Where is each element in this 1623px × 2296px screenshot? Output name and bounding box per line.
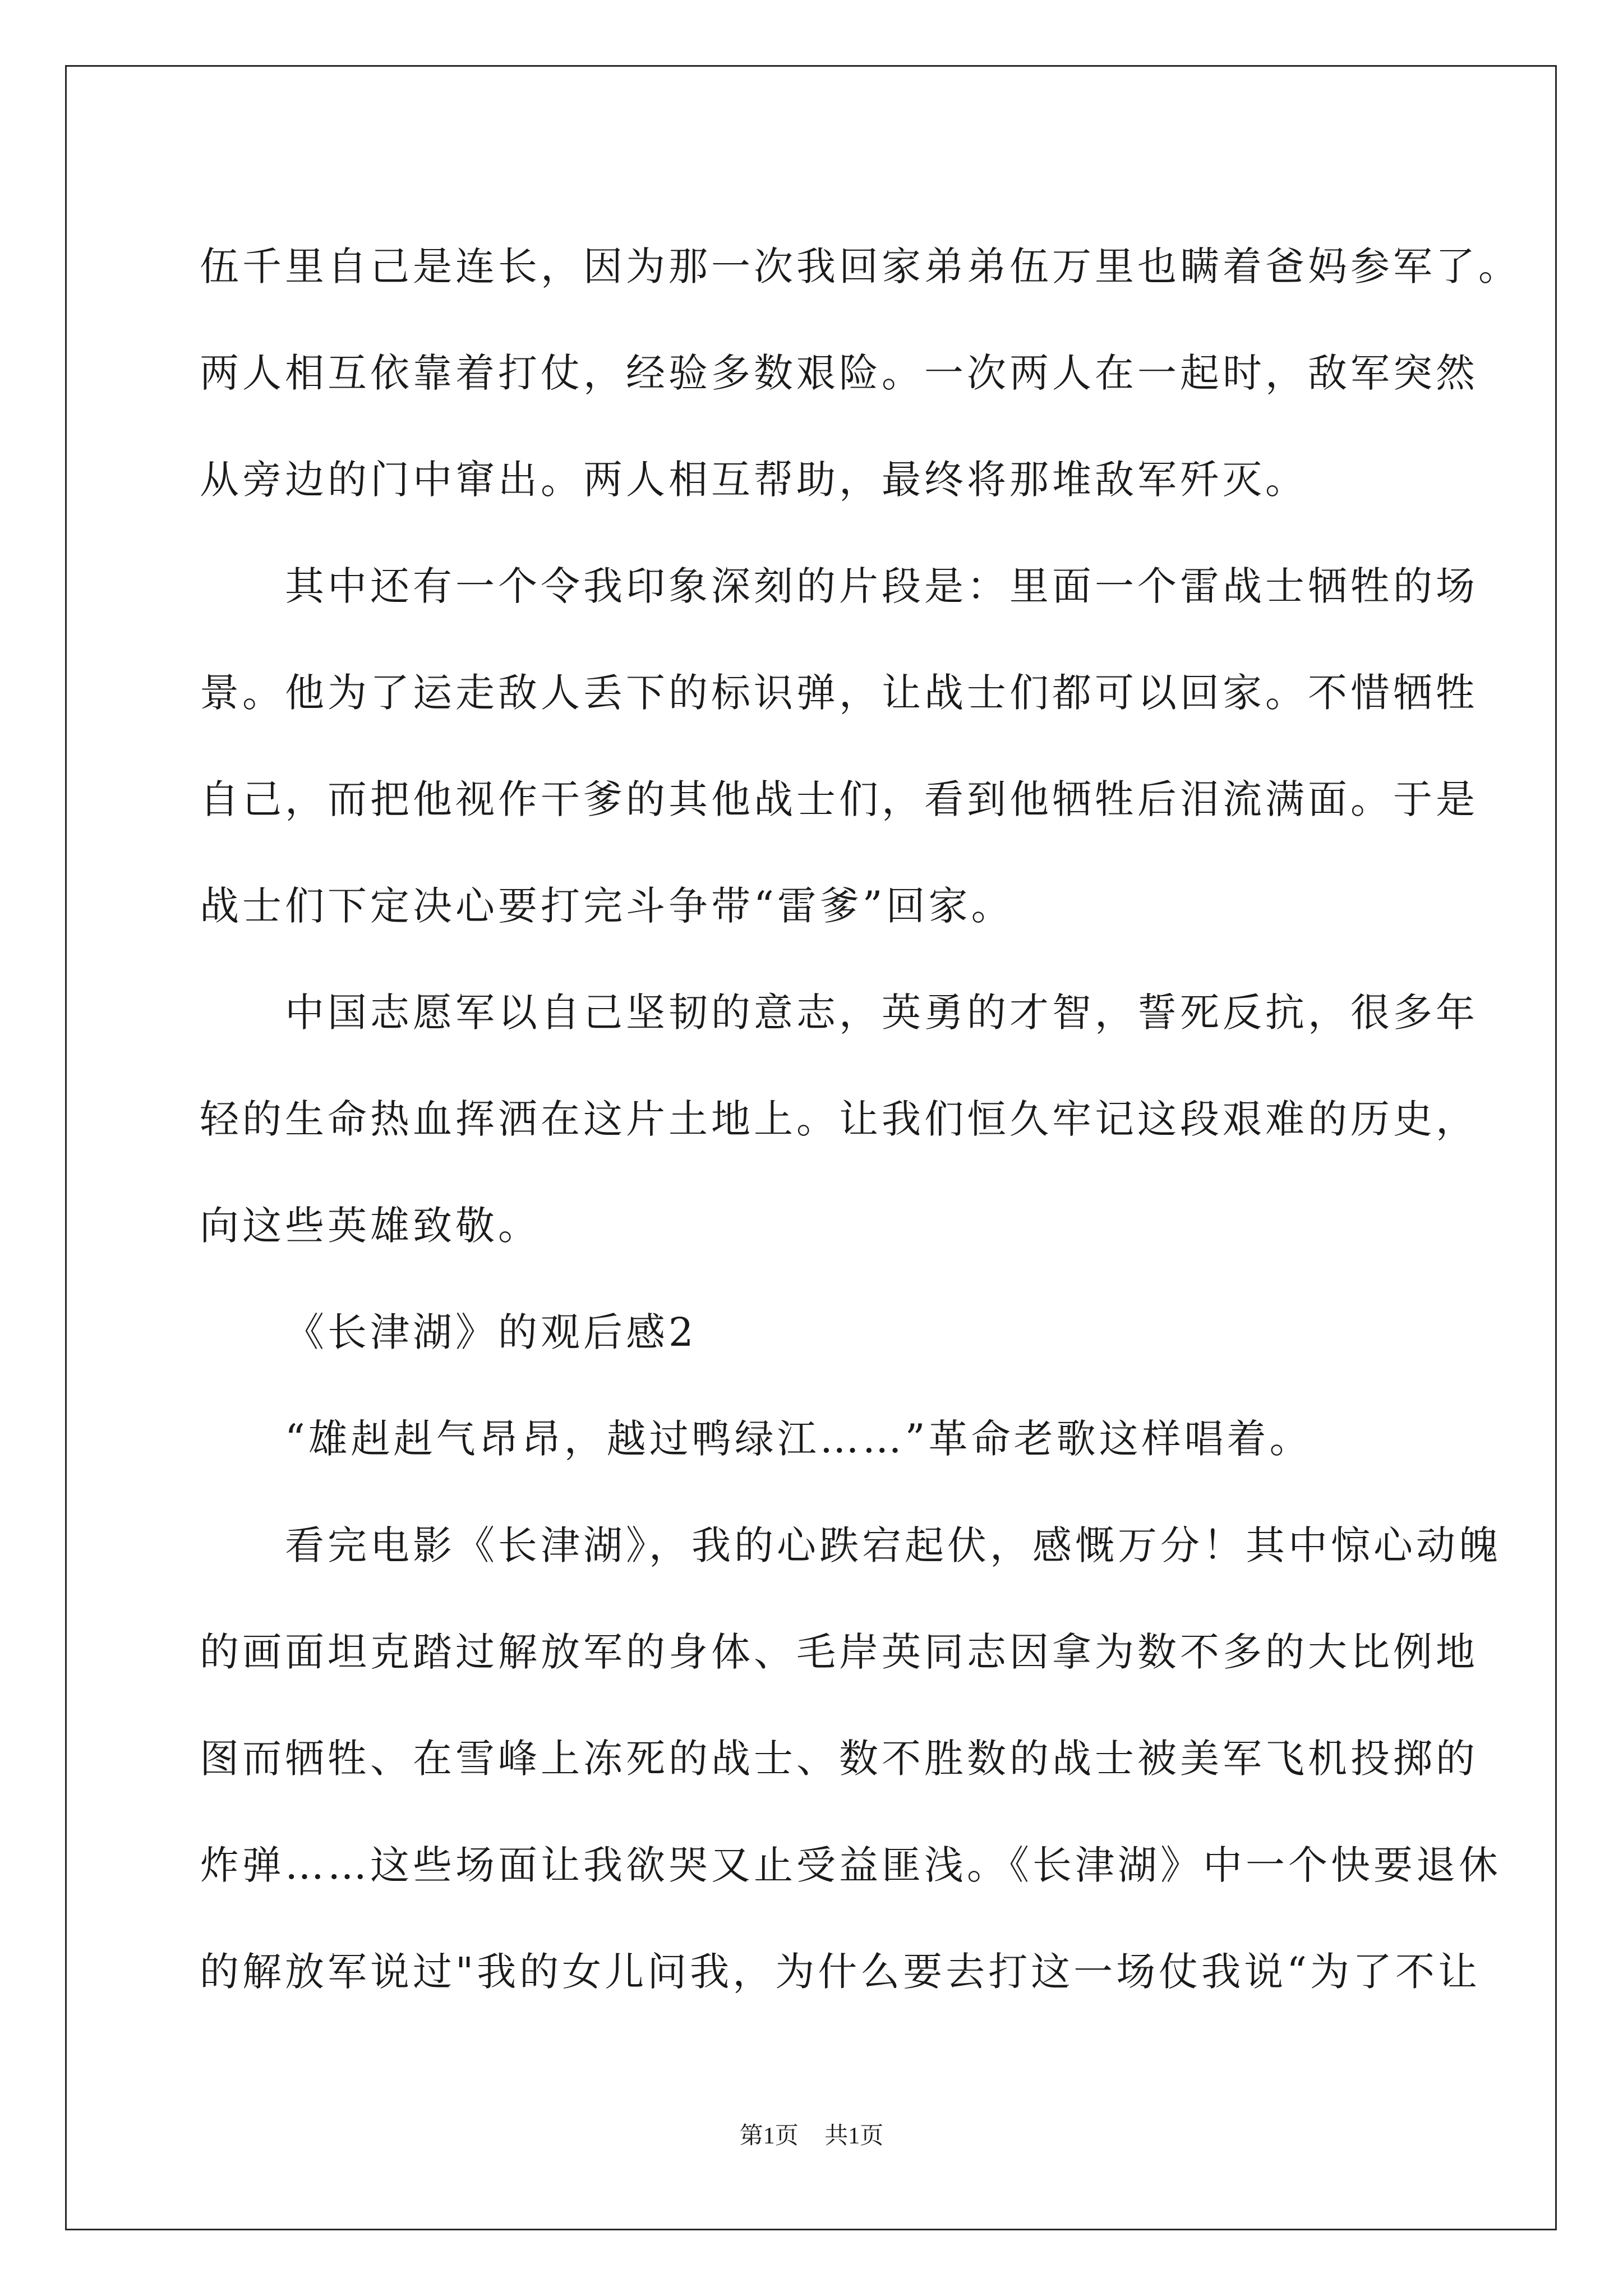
text-line: 战士们下定决心要打完斗争带“雷爹”回家。 (200, 883, 1014, 929)
text-line: 炸弹……这些场面让我欲哭又止受益匪浅。《长津湖》中一个快要退休 (200, 1842, 1501, 1888)
page-number: 第1页 (739, 2123, 799, 2149)
page-total: 共1页 (824, 2123, 884, 2149)
document-body (200, 213, 1521, 2025)
text-line: 中国志愿军以自己坚韧的意志，英勇的才智，誓死反抗，很多年 (285, 990, 1478, 1036)
text-line: 的画面坦克踏过解放军的身体、毛岸英同志因拿为数不多的大比例地 (200, 1629, 1478, 1675)
text-line: 伍千里自己是连长，因为那一次我回家弟弟伍万里也瞒着爸妈参军了。 (200, 243, 1521, 289)
text-line: 向这些英雄致敬。 (200, 1203, 541, 1249)
page-footer (0, 2119, 1623, 2153)
text-line: 景。他为了运走敌人丢下的标识弹，让战士们都可以回家。不惜牺牲 (200, 670, 1478, 716)
text-line: 自己，而把他视作干爹的其他战士们，看到他牺牲后泪流满面。于是 (200, 776, 1478, 822)
text-line: 轻的生命热血挥洒在这片土地上。让我们恒久牢记这段艰难的历史， (200, 1096, 1478, 1142)
text-line: “雄赳赳气昂昂，越过鸭绿江……”革命老歌这样唱着。 (285, 1416, 1312, 1462)
section-heading: 《长津湖》的观后感2 (285, 1309, 697, 1355)
text-line: 的解放军说过"我的女儿问我，为什么要去打这一场仗我说“为了不让 (200, 1949, 1481, 1995)
text-line: 其中还有一个令我印象深刻的片段是：里面一个雷战士牺牲的场 (285, 563, 1478, 609)
text-line: 两人相互依靠着打仗，经验多数艰险。一次两人在一起时，敌军突然 (200, 350, 1478, 396)
text-line: 看完电影《长津湖》，我的心跌宕起伏，感慨万分！其中惊心动魄 (285, 1522, 1501, 1568)
text-line: 从旁边的门中窜出。两人相互帮助，最终将那堆敌军歼灭。 (200, 457, 1308, 503)
text-line: 图而牺牲、在雪峰上冻死的战士、数不胜数的战士被美军飞机投掷的 (200, 1736, 1478, 1782)
